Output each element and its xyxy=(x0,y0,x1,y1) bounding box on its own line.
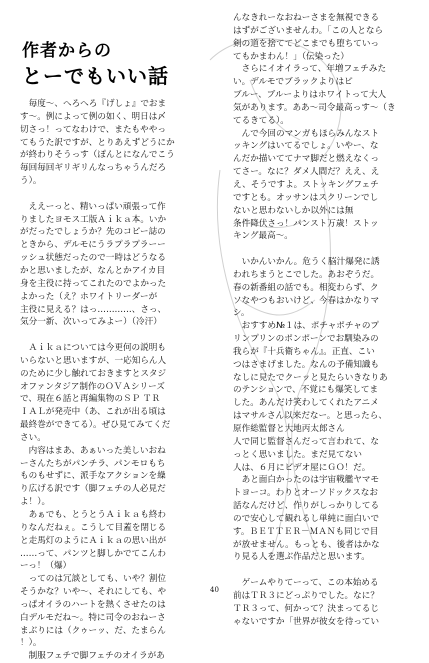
essay-title-line2: とーでもいい話 xyxy=(22,64,169,88)
text-line: りなんだねぇ。こうして目蓋を閉じる xyxy=(20,522,167,533)
text-line: かと思いましたが、なんとかアイカ目 xyxy=(20,265,166,276)
text-line xyxy=(233,564,418,577)
text-line: 内容はまあ、あぁいった美しいおね xyxy=(20,445,166,456)
text-line: ＩＡＬが発売中（あ、これが出る頃は xyxy=(20,407,166,418)
text-line: 気分一新、次いってみよー）（冷汗） xyxy=(20,317,162,328)
text-line xyxy=(20,188,210,201)
page-number: 40 xyxy=(210,586,219,594)
text-line: トヨーコ。わりとオーソドックスなお xyxy=(233,488,378,499)
text-line: 原作総監督と大地丙太郎さん xyxy=(233,424,345,434)
text-line: いかんいかん。危うく脳汁爆発に誘 xyxy=(233,257,380,268)
text-line: ＴＲ３って、何かって？決まってるじ xyxy=(233,603,379,614)
text-line: で、現在６話と再編集物のＳＰ ＴＲ xyxy=(20,394,161,405)
text-line: した。あんだけ笑わしてくれたアニメ xyxy=(233,398,379,409)
text-line: ッシュ状態だったので一時はどうなる xyxy=(20,253,166,264)
text-line: いらないと思いますが、一応知らん人 xyxy=(20,355,167,366)
text-line: さい。 xyxy=(20,432,46,443)
text-line: まぶりには（クゥーッ、だ、たまらん xyxy=(20,625,166,636)
text-line: い。デルモでブラックよりはピ xyxy=(233,77,353,88)
text-line: 身を主役に持ってこれたのでよかった xyxy=(20,278,167,289)
text-line: す～。例によって例の如く、明日は〆 xyxy=(20,111,166,122)
text-line: ですとも。オッサンはスクリーンでし xyxy=(233,192,379,203)
text-line: 話なんだけど、作りがしっかりしてる xyxy=(233,501,380,512)
text-line: おすすめ№１は、ポチャポチャのプ xyxy=(233,321,380,332)
text-line: ゲームやりてーって、この本始める xyxy=(233,578,379,589)
text-line: り見る人を選ぶ作品だと思います。 xyxy=(233,552,370,563)
text-line: のために少し触れておきますとスタジ xyxy=(20,368,167,379)
text-line: のテンションで、不覚にも爆笑してま xyxy=(233,385,379,396)
text-line: よ！）。 xyxy=(20,497,51,508)
right-text-column xyxy=(233,12,418,629)
text-line: 前はＴＲ３にどっぷりでした。なに？ xyxy=(233,590,379,601)
text-line: ので安心して観れるし単純に面白いで xyxy=(233,513,380,524)
text-line: ーっ！（爆） xyxy=(20,561,72,572)
text-line: り広げる訳です（脚フェチの人必見だ xyxy=(20,484,166,495)
text-line xyxy=(20,329,210,342)
text-line: そうかな？いや～、それにしても、や xyxy=(20,587,167,598)
text-line: キング最高～。 xyxy=(233,231,293,242)
text-line: う）。 xyxy=(20,176,42,187)
text-line: てもうた訳ですが、とりあえずどうにか xyxy=(20,137,175,148)
text-line: 制服フェチで脚フェチのオイラがあ xyxy=(20,651,165,662)
text-line: ゃないですか「世界が彼女を待ってい xyxy=(233,616,380,627)
text-line: 人で同じ監督さんだって言われて、な xyxy=(233,436,379,447)
text-line: ソなやつもおいけど、今春はかなりマ xyxy=(233,295,380,306)
text-line: なしに見たでクーッと見たらいきなりあ xyxy=(233,372,388,383)
text-line: 我らが『十兵衛ちゃん』。正直、こい xyxy=(233,346,375,357)
text-line: ってのは冗談としても、いや？割位 xyxy=(20,574,167,585)
text-line: ーさんたちがパンチラ、パンモロもち xyxy=(20,458,166,469)
text-line: ないと思わないしか以外には無 xyxy=(233,205,354,216)
text-line: が終わりそうっす（ぽんとになんでこう xyxy=(20,150,175,161)
essay-title-line1: 作者からの xyxy=(22,41,112,61)
text-line: 剣の道を捨ててどこまでも堕ちていっ xyxy=(233,38,380,49)
text-line: んだか描いててナマ脚だと燃えなくっ xyxy=(233,154,379,165)
text-line: 気があります。ああ～司令最高っす～（き xyxy=(233,102,396,113)
text-line: ええーっと、精いっぱい頑張って作 xyxy=(20,201,166,212)
text-line: 切さっ！ってなわけで、またもややっ xyxy=(20,124,166,135)
text-line: 人は、６月にビデオ屋にＧＯ！だ。 xyxy=(233,462,371,473)
text-line: さらにイオイラって、年増フェチみた xyxy=(233,64,387,75)
text-line: んなきれーなおねーさまを無視できる xyxy=(233,13,380,23)
left-text-column xyxy=(20,98,210,663)
text-line: あぁでも、とうとうＡｉｋａも終わ xyxy=(20,510,167,520)
text-line: 春の新番組の話でも。相変わらず、ク xyxy=(233,282,379,293)
text-line: ものもせずに、派手なアクションを繰 xyxy=(20,471,166,482)
text-line: つはさまげました。なんの予備知識も xyxy=(233,359,380,370)
text-line: Ａｉｋａについては今更何の説明も xyxy=(20,343,166,354)
text-line xyxy=(233,243,418,256)
text-line: 条件降伏さっ！パンスト万歳！ストッ xyxy=(233,218,379,229)
text-line: がだったでしょうか？先のコピー誌の xyxy=(20,227,166,238)
text-line: てもかまわん！」（伝染った） xyxy=(233,51,350,62)
text-line: リンプリンのポンポーンでお馴染みの xyxy=(233,334,379,345)
text-line: ……って、パンツと脚しかでてこんわ xyxy=(20,548,166,559)
text-line: はマサルさん以来だなー。と思ったら、 xyxy=(233,411,387,422)
text-line: ！）。 xyxy=(20,638,42,649)
text-line: よかった（え？ホワイトリーダーが xyxy=(20,291,158,302)
text-line: りましたヨモス工版Ａｉｋａ本。いか xyxy=(20,214,167,225)
text-line: てさー。なに？ダメ人間だ？ええ、え xyxy=(233,167,380,178)
text-line: ときから、デルモにうラプラプラーー xyxy=(20,240,166,251)
text-line: 毎回毎回ギリギリんなっちゃうんだろ xyxy=(20,163,167,174)
text-line: っぱオイラのハートを熱くさせたのは xyxy=(20,599,166,610)
text-line: え、そうですよ。ストッキングフェチ xyxy=(233,179,379,190)
text-line: はずがございませんわ。「この人となら xyxy=(233,25,384,36)
text-line: あと面白かったのは宇宙戦艦ヤマモ xyxy=(233,475,380,486)
text-line: われちまうとこでした。あおぞうだ。 xyxy=(233,269,380,280)
text-line: 毎度～、へろへろ『げしょ』でおま xyxy=(20,99,167,109)
text-line: 主役に見える？はっ…………、さっ、 xyxy=(20,304,167,315)
text-line: ッキングはいてるでしょ。いやー、な xyxy=(233,141,379,152)
text-line: が放せません。もっとも、後者はかな xyxy=(233,539,380,550)
text-line: と走馬灯のようにＡｉｋａの思い出が xyxy=(20,535,167,546)
text-line: ブルー、ブルーよりはホワイトって大人 xyxy=(233,90,387,101)
text-line: オファンタジア制作のＯＶＡシリーズ xyxy=(20,381,165,392)
text-line: シ。 xyxy=(233,308,250,319)
text-line: 最終巻ができてる）。ぜひ見てみてくだ xyxy=(20,420,171,431)
text-line: 白デルモだね～。特に司令のおねーさ xyxy=(20,612,166,623)
text-line: っとく思いました。まだ見てない xyxy=(233,449,362,460)
text-line: んで今回のマンガもほらみんなスト xyxy=(233,128,380,139)
text-line: てるきてる）。 xyxy=(233,115,289,126)
text-line: す。ＢＥＴＴＥＲ－ＭＡＮも同じで目 xyxy=(233,526,379,537)
